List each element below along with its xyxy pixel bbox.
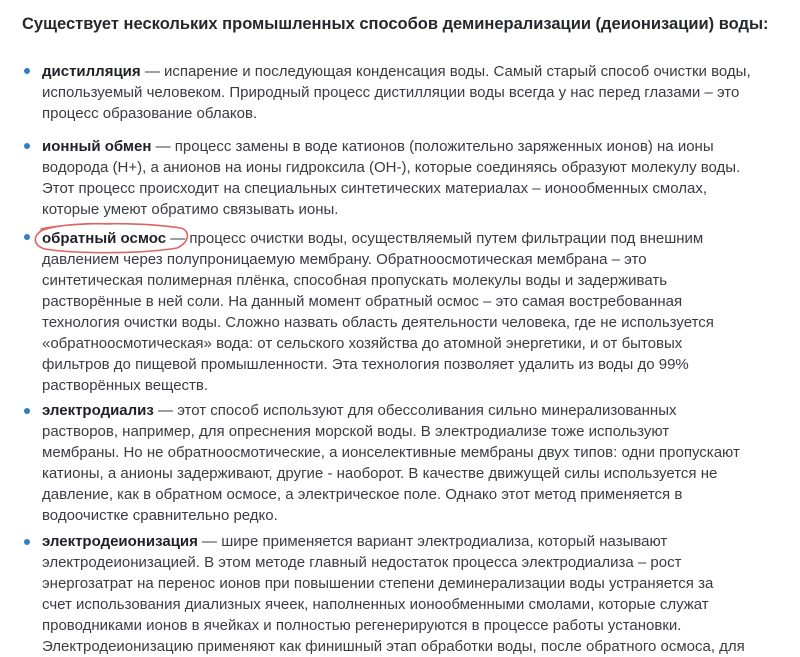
bullet-icon bbox=[24, 68, 30, 74]
item-line: проводниками ионов в ячейках и полностью регенерируются в процессе работы установки. bbox=[42, 617, 682, 634]
item-line: растворённые в ней соли. На данный момент обратный осмос – это самая востребованная bbox=[42, 293, 683, 310]
item-line: электродеионизацией. В этом методе главный недостаток процесса электродиализа – рост bbox=[42, 554, 682, 571]
item-line: энергозатрат на перенос ионов при повышении степени деминерализации воды устраняется за bbox=[42, 575, 714, 592]
item-line: «обратноосмотическая» вода: от сельского хозяйства до атомной энергетики, и от бытовых bbox=[42, 335, 683, 352]
item-text: — процесс очистки воды, осуществляемый путем фильтрации под внешним bbox=[166, 230, 704, 247]
item-text: — этот способ используют для обессоливания сильно минерализованных bbox=[153, 402, 677, 419]
item-text: — испарение и последующая конденсация воды. Самый старый способ очистки воды, bbox=[140, 63, 751, 80]
item-text: — шире применяется вариант электродиализа, который называют bbox=[197, 533, 668, 550]
bullet-icon bbox=[24, 539, 30, 545]
item-line: давлением через полупроницаемую мембрану. Обратноосмотическая мембрана – это bbox=[42, 251, 647, 268]
item-line: которые умеют обратимо связывать ионы. bbox=[42, 201, 339, 218]
item-line bbox=[42, 136, 714, 157]
item-line: синтетическая полимерная плёнка, способная пропускать молекулы воды и задерживать bbox=[42, 272, 668, 289]
item-line bbox=[42, 400, 676, 421]
item-line: Электродеионизацию применяют как финишный этап обработки воды, после обратного осмоса, для bbox=[42, 638, 745, 655]
item-line: растворов, например, для опреснения морской воды. В электродиализе тоже используют bbox=[42, 423, 670, 440]
item-line bbox=[42, 531, 667, 552]
item-text: — процесс замены в воде катионов (положительно заряженных ионов) на ионы bbox=[151, 138, 714, 155]
item-term: электродеионизация bbox=[42, 533, 198, 550]
item-line: мембраны. Но не обратноосмотические, а ионселективные мембраны двух типов: одни пропускают bbox=[42, 444, 740, 461]
article-heading: Существует нескольких промышленных способов деминерализации (деионизации) воды: bbox=[22, 15, 769, 33]
item-line: используемый человеком. Природный процесс дистилляции воды всегда у нас перед глазами – это bbox=[42, 84, 740, 101]
bullet-icon bbox=[24, 143, 30, 149]
item-term: обратный осмос bbox=[42, 230, 167, 247]
item-line bbox=[42, 61, 751, 82]
item-term: дистилляция bbox=[42, 63, 141, 80]
item-line bbox=[42, 228, 703, 249]
item-line: процесс образование облаков. bbox=[42, 105, 258, 122]
item-line: водоочистке сравнительно редко. bbox=[42, 507, 278, 524]
item-line: технология очистки воды. Сложно назвать область деятельности человека, где не используется bbox=[42, 314, 714, 331]
item-term: электродиализ bbox=[42, 402, 154, 419]
item-line: растворённых веществ. bbox=[42, 377, 209, 394]
bullet-icon bbox=[24, 234, 30, 240]
item-line: Этот процесс происходит на специальных синтетических материалах – ионообменных смолах, bbox=[42, 180, 707, 197]
item-line: давление, как в обратном осмосе, а электрическое поле. Однако этот метод применяется в bbox=[42, 486, 683, 503]
item-term: ионный обмен bbox=[42, 138, 152, 155]
item-line: водорода (Н+), а анионов на ионы гидроксила (ОН-), которые соединяясь образуют молекулу воды. bbox=[42, 159, 741, 176]
item-line: фильтров до пищевой промышленности. Эта технология позволяет удалить из воды до 99% bbox=[42, 356, 689, 373]
item-line: счет использования диализных ячеек, наполненных ионообменными смолами, которые служат bbox=[42, 596, 709, 613]
item-line: катионы, а анионы задерживают, другие - наоборот. В качестве движущей силы используется не bbox=[42, 465, 718, 482]
bullet-icon bbox=[24, 408, 30, 414]
